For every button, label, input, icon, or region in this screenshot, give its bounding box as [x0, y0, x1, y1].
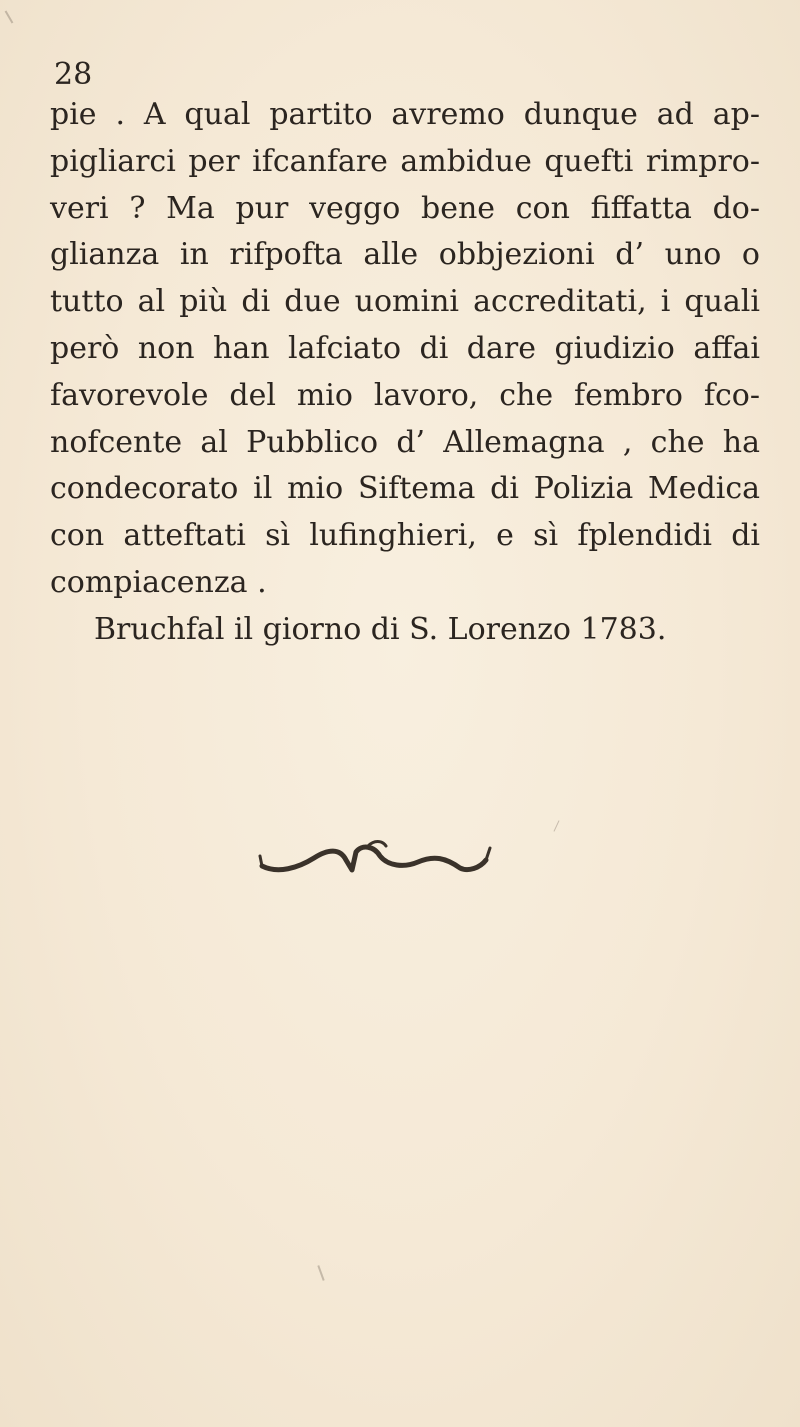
paper-speck [317, 1265, 324, 1281]
text-line: pigliarci per ifcanfare ambidue quefti rimpro- [50, 143, 760, 179]
text-line: condecorato il mio Siftema di Polizia Medica [50, 471, 760, 507]
text-line: favorevole del mio lavoro, che fembro fco- [50, 377, 760, 413]
text-line: tutto al più di due uomini accreditati, i quali [50, 284, 760, 320]
page-number: 28 [54, 57, 93, 92]
text-line: veri ? Ma pur veggo bene con fiffatta do- [50, 190, 760, 226]
place-date-signoff: Bruchfal il giorno di S. Lorenzo 1783. [94, 611, 667, 647]
tailpiece-ornament-icon [248, 838, 508, 878]
text-line: compiacenza . [50, 564, 267, 600]
text-line: glianza in rifpofta alle obbjezioni d’ uno o [50, 237, 760, 273]
text-line: nofcente al Pubblico d’ Allemagna , che ha [50, 424, 760, 460]
paper-speck [5, 10, 14, 23]
paper-speck [554, 820, 560, 831]
text-line: pie . A qual partito avremo dunque ad ap- [50, 97, 760, 132]
text-line: però non han lafciato di dare giudizio affai [50, 330, 760, 366]
body-text [50, 92, 760, 654]
text-line: con atteftati sì lufinghieri, e sì fplendidi di [50, 518, 760, 554]
